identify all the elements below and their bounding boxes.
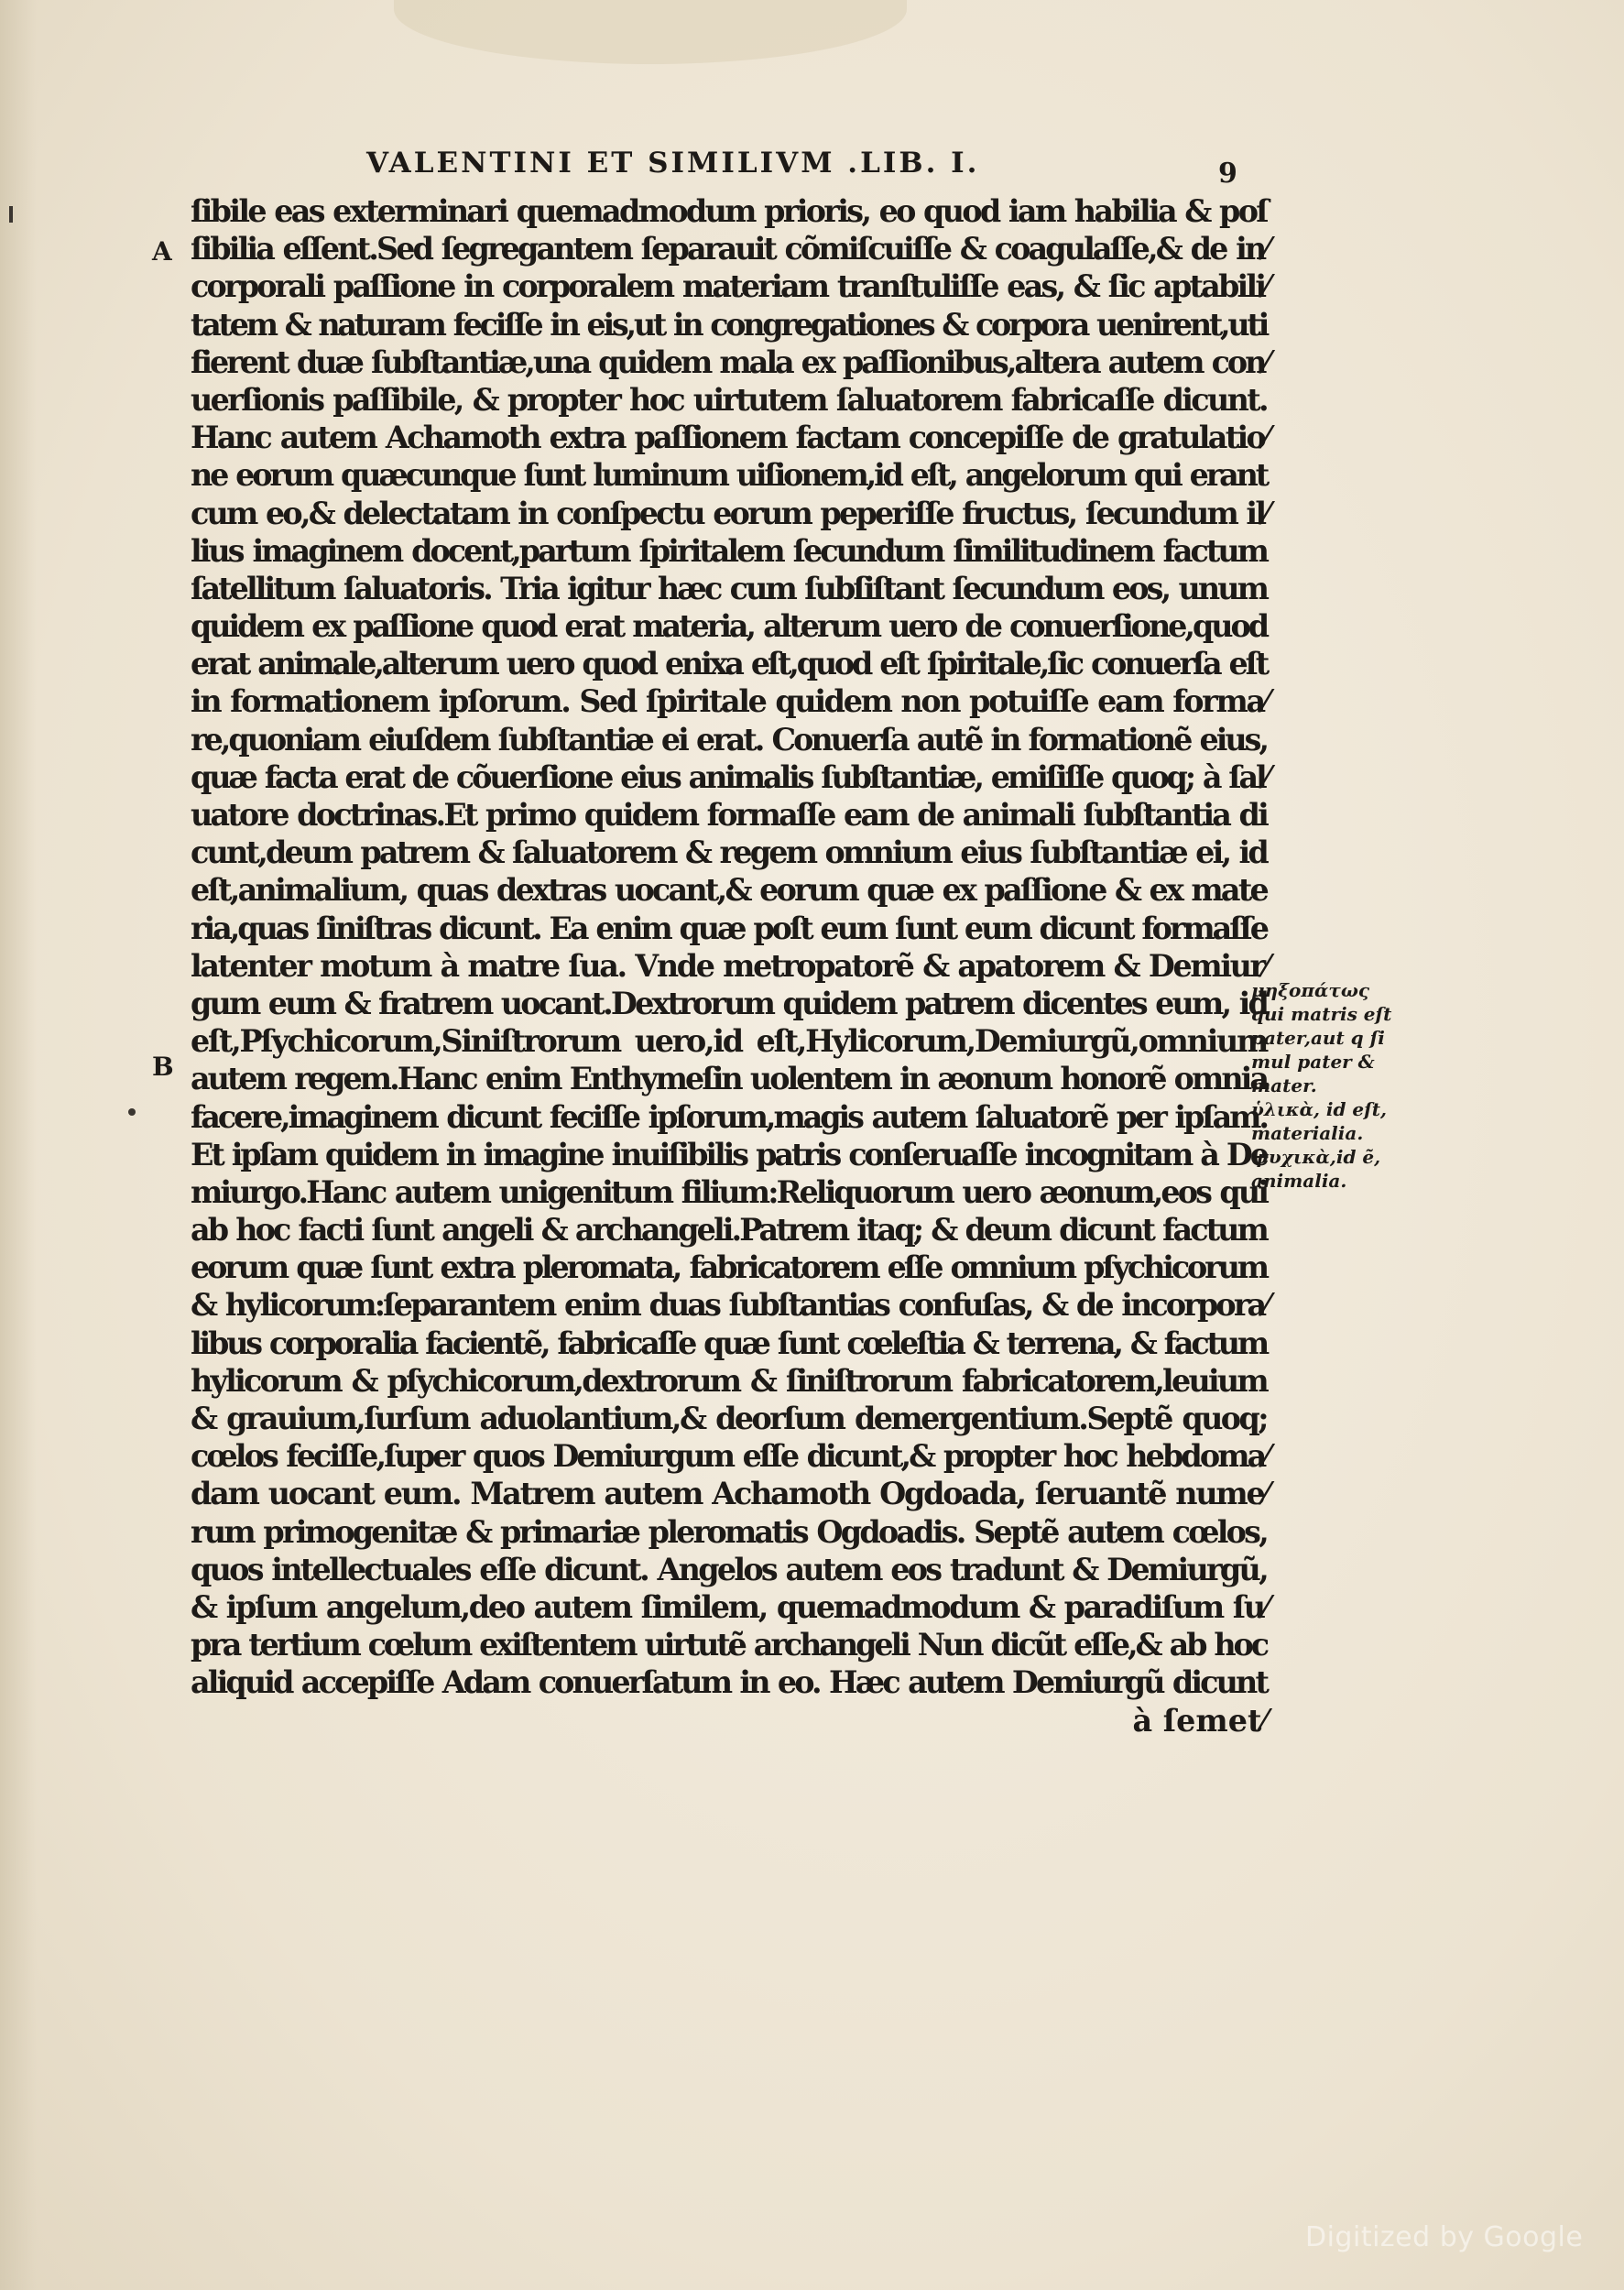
margin-note-line: ψυχικὰ,id ẽ, — [1251, 1146, 1381, 1168]
text-line: quidem ex paſſione quod erat materia, alterum uero de conuerſione,quod — [191, 608, 1267, 645]
running-title: VALENTINI ET SIMILIVM .LIB. I. — [366, 147, 980, 180]
text-line: eſt,Pſychicorum,Siniſtrorum uero,id eſt,Hylicorum,Demiurgũ,omnium — [191, 1023, 1267, 1060]
page-header — [366, 147, 1282, 192]
margin-note-line: materialia. — [1251, 1122, 1364, 1144]
text-line: ne eorum quæcunque ſunt luminum uiſionem,id eſt, angelorum qui erant — [191, 457, 1267, 494]
text-line: ab hoc facti ſunt angeli & archangeli.Patrem itaq; & deum dicunt factum — [191, 1212, 1267, 1249]
digitization-watermark: Digitized by Google — [1305, 2221, 1584, 2253]
text-line: uatore doctrinas.Et primo quidem formaſſe eam de animali ſubſtantia di — [191, 797, 1267, 833]
text-line: eſt,animalium, quas dextras uocant,& eorum quæ ex paſſione & ex mate — [191, 872, 1267, 909]
margin-note-line: qui matris eſt — [1251, 1003, 1392, 1025]
text-line: dam uocant eum. Matrem autem Achamoth Ogdoada, ſeruantẽ nume⁄ — [191, 1476, 1267, 1512]
text-line: tatem & naturam feciſſe in eis,ut in congregationes & corpora uenirent,uti — [191, 306, 1267, 343]
text-line: ſibile eas exterminari quemadmodum prioris, eo quod iam habilia & poſ — [191, 193, 1267, 229]
section-marker-a: A — [152, 236, 172, 267]
text-line: miurgo.Hanc autem unigenitum filium:Reliquorum uero æonum,eos qui — [191, 1173, 1267, 1210]
text-line: facere,imaginem dicunt feciſſe ipſorum,magis autem ſaluatorẽ per ipſam. — [191, 1098, 1267, 1135]
text-line: & grauium,ſurſum aduolantium,& deorſum demergentium.Septẽ quoq; — [191, 1401, 1267, 1436]
margin-note-line: mul pater & — [1251, 1051, 1375, 1073]
text-line: gum eum & fratrem uocant.Dextrorum quidem patrem dicentes eum, id — [191, 985, 1267, 1021]
text-line: libus corporalia facientẽ, fabricaſſe quæ ſunt cœleſtia & terrena, & factum — [191, 1325, 1267, 1361]
page-number: 9 — [1218, 158, 1240, 190]
margin-note-line: animalia. — [1251, 1170, 1347, 1192]
stray-ink-mark — [9, 206, 13, 223]
text-line: ria,quas ſiniſtras dicunt. Ea enim quæ poſt eum ſunt eum dicunt formaſſe — [191, 910, 1267, 946]
text-line: cunt,deum patrem & ſaluatorem & regem omnium eius ſubſtantiæ ei, id — [191, 834, 1267, 871]
text-line: in formationem ipſorum. Sed ſpiritale quidem non potuiſſe eam forma⁄ — [191, 683, 1267, 720]
text-line: autem regem.Hanc enim Enthymeſin uolentem in æonum honorẽ omnia — [191, 1061, 1267, 1097]
page-edge-shadow — [0, 0, 37, 2290]
text-line: re,quoniam eiuſdem ſubſtantiæ ei erat. Conuerſa autẽ in formationẽ eius, — [191, 721, 1267, 758]
section-marker-b: B — [152, 1052, 174, 1082]
text-line: uerſionis paſſibile, & propter hoc uirtutem ſaluatorem fabricaſſe dicunt. — [191, 381, 1267, 418]
text-line: & hylicorum:ſeparantem enim duas ſubſtantias confuſas, & de incorpora⁄ — [191, 1287, 1267, 1324]
text-line: rum primogenitæ & primariæ pleromatis Ogdoadis. Septẽ autem cœlos, — [191, 1513, 1267, 1550]
body-text — [191, 192, 1267, 1739]
text-line: eorum quæ ſunt extra pleromata, fabricatorem eſſe omnium pſychicorum — [191, 1249, 1267, 1286]
margin-notes — [1251, 978, 1425, 1193]
margin-note-line: pater,aut q ſi — [1251, 1027, 1385, 1049]
margin-tick-mark — [128, 1108, 136, 1116]
margin-note-line: mater. — [1251, 1074, 1317, 1096]
text-line: cum eo,& delectatam in conſpectu eorum peperiſſe fructus, ſecundum il⁄ — [191, 495, 1267, 531]
text-line: latenter motum à matre ſua. Vnde metropatorẽ & apatorem & Demiur⁄ — [191, 947, 1267, 984]
text-line: & ipſum angelum,deo autem ſimilem, quemadmodum & paradiſum ſu⁄ — [191, 1588, 1267, 1625]
paper-stain — [394, 0, 907, 64]
text-line: hylicorum & pſychicorum,dextrorum & ſiniſtrorum fabricatorem,leuium — [191, 1362, 1267, 1399]
text-line: Et ipſam quidem in imagine inuiſibilis patris conſeruaſſe incognitam à De — [191, 1136, 1267, 1172]
text-line: erat animale,alterum uero quod enixa eſt,quod eſt ſpiritale,ſic conuerſa eſt — [191, 646, 1267, 682]
margin-note-line: μηξοπάτως — [1251, 979, 1370, 1001]
text-line: corporali paſſione in corporalem materiam tranſtuliſſe eas, & ſic aptabili⁄ — [191, 268, 1267, 305]
text-line: lius imaginem docent,partum ſpiritalem ſecundum ſimilitudinem factum — [191, 532, 1267, 569]
text-line: ſatellitum ſaluatoris. Tria igitur hæc cum ſubſiſtant ſecundum eos, unum — [191, 570, 1267, 606]
text-line: quos intellectuales eſſe dicunt. Angelos autem eos tradunt & Demiurgũ, — [191, 1551, 1267, 1587]
text-line: Hanc autem Achamoth extra paſſionem factam concepiſſe de gratulatio⁄ — [191, 420, 1267, 456]
text-line: quæ facta erat de cõuerſione eius animalis ſubſtantiæ, emiſiſſe quoq; à ſal⁄ — [191, 758, 1267, 795]
margin-note-line: ὑλικὰ, id eſt, — [1251, 1098, 1387, 1120]
text-line: ſibilia eſſent.Sed ſegregantem ſeparauit cõmiſcuiſſe & coagulaſſe,& de in⁄ — [191, 231, 1267, 267]
text-line: pra tertium cœlum exiſtentem uirtutẽ archangeli Nun dicũt eſſe,& ab hoc — [191, 1627, 1267, 1663]
text-line: aliquid accepiſſe Adam conuerſatum in eo. Hæc autem Demiurgũ dicunt — [191, 1664, 1267, 1701]
catchword: à ſemet⁄ — [1132, 1702, 1267, 1739]
text-line: cœlos feciſſe,ſuper quos Demiurgum eſſe dicunt,& propter hoc hebdoma⁄ — [191, 1438, 1267, 1475]
text-line: fierent duæ ſubſtantiæ,una quidem mala ex paſſionibus,altera autem con⁄ — [191, 344, 1267, 380]
